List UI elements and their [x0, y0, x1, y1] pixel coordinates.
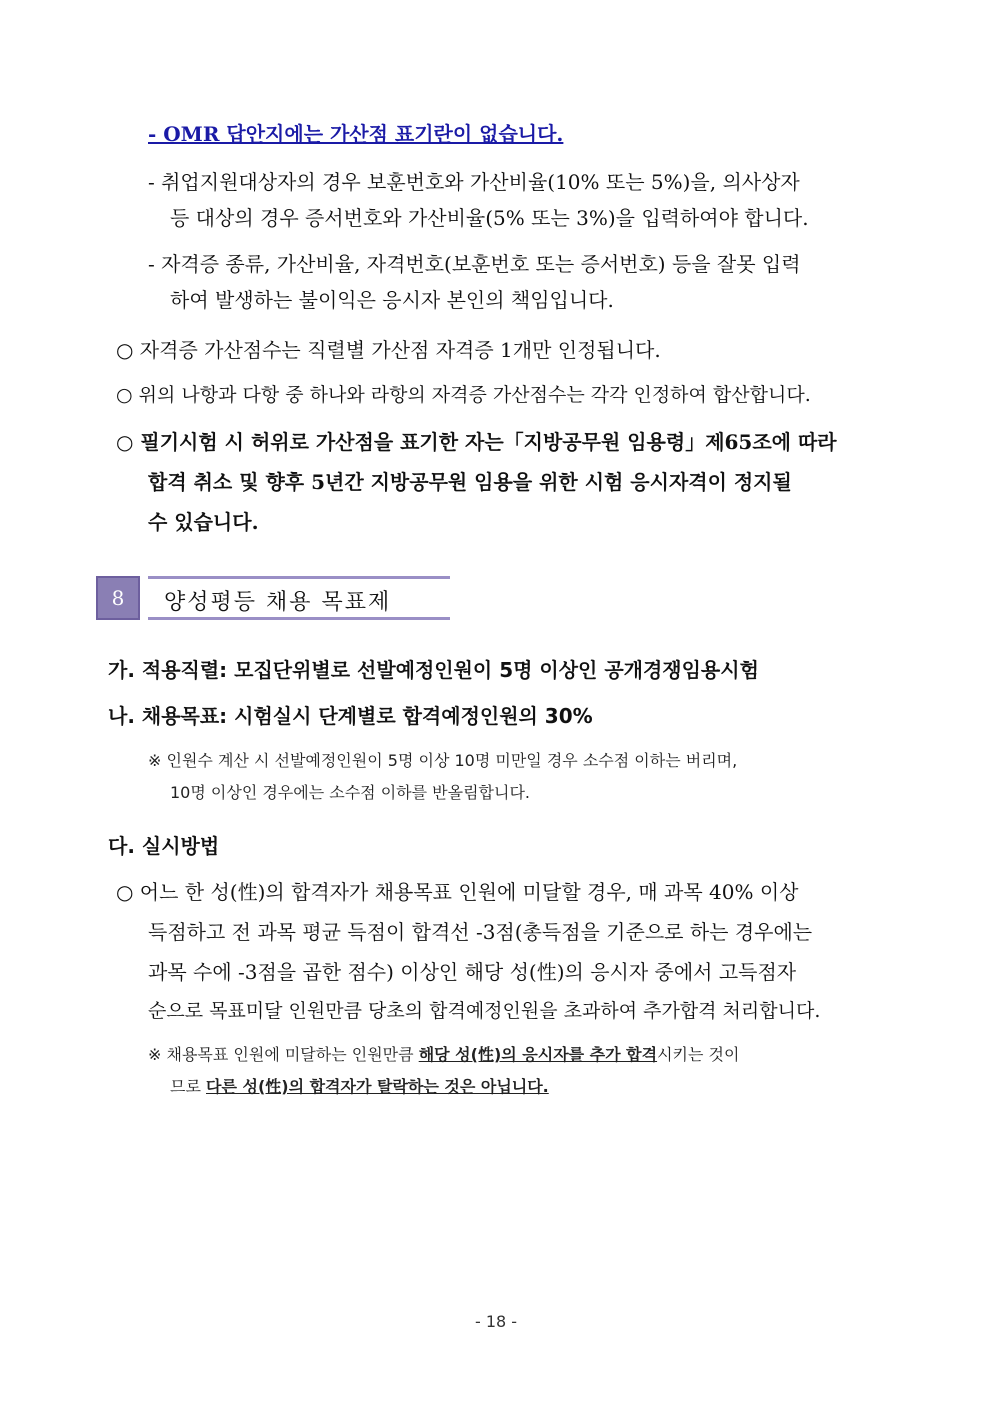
bullet-false-marking-line-1: ○ 필기시험 시 허위로 가산점을 표기한 자는「지방공무원 임용령」제65조에 따라 [116, 430, 837, 454]
page-number: - 18 - [474, 1312, 518, 1331]
additional-pass-note-prefix: ※ 채용목표 인원에 미달하는 인원만큼 [148, 1045, 419, 1064]
input-error-note-line-2: 하여 발생하는 불이익은 응시자 본인의 책임입니다. [170, 288, 614, 312]
section-number-badge: 8 [96, 576, 140, 620]
heading-na: 나. 채용목표: 시험실시 단계별로 합격예정인원의 30% [108, 704, 593, 728]
no-elimination-emphasis: 다른 성(性)의 합격자가 탈락하는 것은 아닙니다. [206, 1077, 549, 1096]
method-line-3: 과목 수에 -3점을 곱한 점수) 이상인 해당 성(性)의 응시자 중에서 고득점자 [148, 960, 797, 984]
additional-pass-emphasis: 해당 성(性)의 응시자를 추가 합격 [418, 1045, 658, 1064]
rounding-note-line-2: 10명 이상인 경우에는 소수점 이하를 반올림합니다. [170, 783, 530, 802]
omr-note [148, 118, 563, 147]
employment-note-line-2: 등 대상의 경우 증서번호와 가산비율(5% 또는 3%)을 입력하여야 합니다. [170, 206, 809, 230]
bullet-false-marking-line-2: 합격 취소 및 향후 5년간 지방공무원 임용을 위한 시험 응시자격이 정지될 [148, 470, 792, 494]
section-title: 양성평등 채용 목표제 [164, 590, 392, 615]
bullet-false-marking-line-3: 수 있습니다. [148, 510, 259, 534]
method-line-1: ○ 어느 한 성(性)의 합격자가 채용목표 인원에 미달할 경우, 매 과목 40% 이상 [116, 880, 799, 904]
section-title-bar [148, 576, 450, 620]
omr-note-text: - OMR 답안지에는 가산점 표기란이 없습니다. [148, 122, 564, 146]
additional-pass-note-line-2 [170, 1074, 549, 1097]
rounding-note-line-1: ※ 인원수 계산 시 선발예정인원이 5명 이상 10명 미만일 경우 소수점 이하는 버리며, [148, 751, 738, 770]
employment-note-line-1: - 취업지원대상자의 경우 보훈번호와 가산비율(10% 또는 5%)을, 의사상자 [148, 170, 800, 194]
additional-pass-note-suffix: 시키는 것이 [657, 1045, 740, 1064]
method-line-2: 득점하고 전 과목 평균 득점이 합격선 -3점(총득점을 기준으로 하는 경우에는 [148, 920, 813, 944]
additional-pass-note-line-1 [148, 1042, 739, 1065]
method-line-4: 순으로 목표미달 인원만큼 당초의 합격예정인원을 초과하여 추가합격 처리합니다. [148, 1000, 821, 1022]
additional-pass-note-prefix-2: 므로 [170, 1077, 206, 1096]
input-error-note-line-1: - 자격증 종류, 가산비율, 자격번호(보훈번호 또는 증서번호) 등을 잘못 입력 [148, 252, 801, 276]
heading-da: 다. 실시방법 [108, 834, 220, 858]
bullet-one-certificate: ○ 자격증 가산점수는 직렬별 가산점 자격증 1개만 인정됩니다. [116, 338, 661, 362]
heading-ga: 가. 적용직렬: 모집단위별로 선발예정인원이 5명 이상인 공개경쟁임용시험 [108, 658, 759, 682]
bullet-combined-points: ○ 위의 나항과 다항 중 하나와 라항의 자격증 가산점수는 각각 인정하여 합산합니다. [116, 384, 811, 406]
